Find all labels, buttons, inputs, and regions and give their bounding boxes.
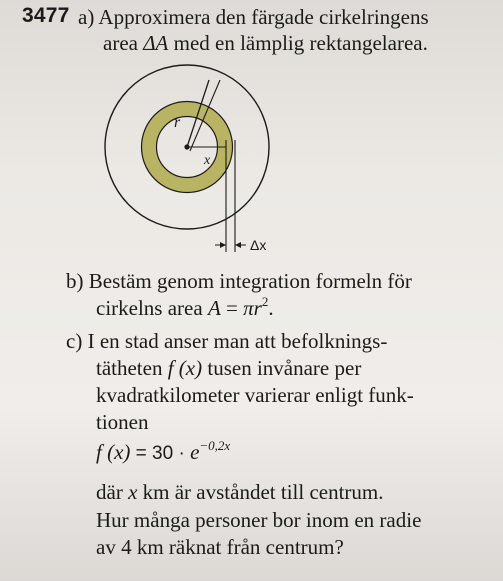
label-delta-x: Δx (250, 237, 267, 253)
dimension-arrowhead-right (235, 242, 241, 248)
part-c-line-5 (96, 480, 384, 505)
formula-exponent: −0,2x (199, 438, 231, 453)
part-c-line-6: Hur många personer bor inom en radie (96, 508, 422, 532)
label-r: r (174, 114, 181, 131)
part-c-text-5b: km är avståndet till centrum. (137, 480, 384, 504)
part-b-line-1 (66, 269, 412, 294)
part-c-line-3: kvadratkilometer varierar enligt funk- (96, 383, 414, 407)
fx-symbol: f (x) (167, 356, 203, 380)
part-c-text-2b: tusen invånare per (202, 356, 362, 380)
part-a-text-2b: med en lämplig rektangelarea. (168, 31, 428, 55)
part-c-label: c) (66, 329, 83, 353)
label-x: x (204, 153, 211, 168)
part-b-text-2a: cirkelns area (96, 296, 208, 320)
part-c-line-1 (66, 329, 387, 354)
part-a-text-1: Approximera den färgade cirkelringens (98, 5, 429, 29)
part-c-line-4: tionen (96, 410, 149, 434)
formula-lhs: f (x) (96, 440, 131, 464)
problem-number: 3477 (22, 4, 70, 27)
exponent-2: 2 (261, 294, 269, 309)
part-b-text-1: Bestäm genom integration formeln för (88, 269, 412, 293)
x-symbol: x (128, 480, 138, 504)
formula-e: e (190, 440, 200, 464)
period: . (268, 296, 274, 320)
part-c-line-7: av 4 km räknat från centrum? (96, 535, 344, 559)
part-c-line-2 (96, 356, 361, 381)
area-symbol: A (207, 296, 221, 320)
part-c-text-2a: tätheten (96, 356, 168, 380)
formula-equals: = 30 · (130, 443, 191, 464)
part-a-label: a) (78, 5, 95, 29)
part-b-label: b) (66, 269, 84, 293)
density-formula (96, 440, 230, 465)
part-c-text-1: I en stad anser man att befolknings- (87, 329, 388, 353)
equals-sign: = (220, 296, 244, 320)
part-b-line-2 (96, 296, 274, 321)
delta-a-symbol: ΔA (143, 31, 169, 55)
pi-r-symbol: πr (243, 296, 262, 320)
dimension-arrowhead-left (220, 242, 226, 248)
part-c-text-5a: där (96, 480, 129, 504)
part-a-text-2a: area (103, 31, 144, 55)
